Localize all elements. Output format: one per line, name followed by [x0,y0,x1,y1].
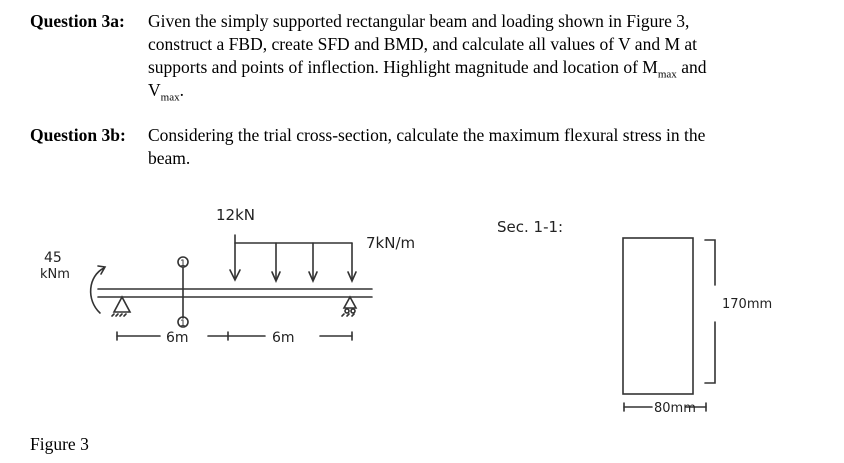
mmax-subscript: max [657,68,677,81]
question-3a-line-2: construct a FBD, create SFD and BMD, and calculate all values of V and M at [148,34,698,54]
dimension-right-label: 6m [272,330,295,346]
section-dimension-lines [624,240,715,411]
figure-caption: Figure 3 [30,434,89,454]
question-3a-line-3-end: and [676,57,707,77]
pin-support-left [112,297,130,316]
question-3b-line-2: beam. [148,148,191,168]
question-3a-label: Question 3a: [30,11,125,31]
point-load-label: 12kN [216,206,255,224]
cross-section [623,238,693,394]
moment-value-label: 45 [44,250,62,266]
section-title-label: Sec. 1-1: [497,218,564,236]
vmax-symbol: V [148,80,161,100]
dimension-line [117,332,352,340]
question-3a-line-1: Given the simply supported rectangular beam and loading shown in Figure 3, [148,11,690,31]
distributed-load-label: 7kN/m [366,234,416,252]
section-marker-bottom: 1 [180,319,186,329]
vmax-subscript: max [160,91,180,104]
dimension-left-label: 6m [166,330,189,346]
roller-support-right [342,297,356,316]
question-3b-line-1: Considering the trial cross-section, calculate the maximum flexural stress in the [148,125,706,145]
section-marker-top: 1 [180,259,186,269]
point-load-arrow [230,235,240,280]
section-width-label: 80mm [654,401,696,416]
question-3a-period: . [179,80,184,100]
distributed-load [235,243,356,281]
applied-moment-arrow [91,268,104,313]
beam [98,289,372,297]
question-3b-label: Question 3b: [30,125,126,145]
question-3a-line-3-text: supports and points of inflection. Highlight magnitude and location of M [148,57,658,77]
moment-unit-label: kNm [40,267,70,282]
section-height-label: 170mm [722,297,773,312]
